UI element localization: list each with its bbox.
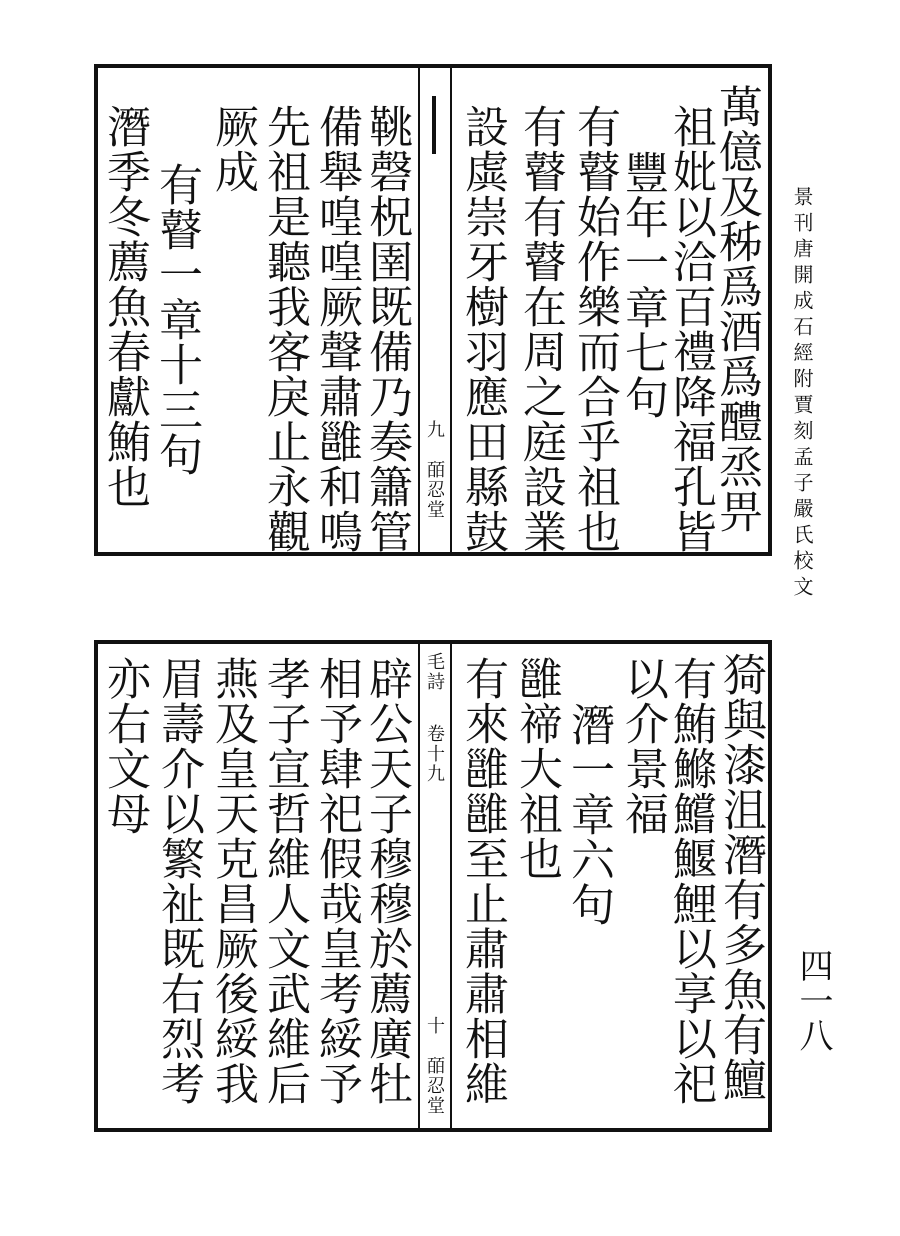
text-column: 眉壽介以繁祉既右烈考 [153,656,204,1106]
text-column: 以介景福 [617,656,668,836]
text-column: 猗與漆沮潛有多魚有鱣 [715,652,766,1102]
text-column: 備舉喤喤厥聲肅雝和鳴 [311,104,362,554]
text-column: 有瞽始作樂而合乎祖也 [569,104,620,554]
text-column: 豐年一章七句 [617,150,668,420]
top-gutter-label: 九 皕忍堂 [424,420,445,520]
book-title: 景刊唐開成石經附賈刻孟子嚴氏校文 [790,186,814,602]
page-number: 四一八 [793,948,833,1053]
text-column: 萬億及秭爲酒爲醴烝畀 [711,84,762,534]
text-column: 潛一章六句 [563,702,614,927]
text-column: 燕及皇天克昌厥後綏我 [207,656,258,1106]
text-column: 有瞽有瞽在周之庭設業 [515,104,566,554]
top-text-block [94,64,772,556]
text-column: 孝子宣哲維人文武維后 [259,656,310,1106]
bottom-gutter [418,644,452,1128]
text-column: 先祖是聽我客戾止永觀 [259,104,310,554]
text-column: 有瞽一章十三句 [151,162,202,477]
bottom-gutter-volume: 卷十九 [424,724,445,784]
top-gutter [418,68,452,552]
text-column: 祖妣以洽百禮降福孔皆 [665,104,716,554]
text-column: 厥成 [207,104,258,194]
text-column: 亦右文母 [99,656,150,836]
gutter-fish-tail-mark [432,96,436,154]
text-column: 設虡崇牙樹羽應田縣鼓 [457,104,508,554]
text-column: 雝禘大祖也 [511,656,562,881]
text-column: 相予肆祀假哉皇考綏予 [311,656,362,1106]
bottom-gutter-label: 十 皕忍堂 [424,1016,445,1116]
text-column: 有鮪鰷鱨鰋鯉以享以祀 [665,656,716,1106]
text-column: 有來雝雝至止肅肅相維 [457,656,508,1106]
bottom-gutter-title: 毛詩 [424,652,445,692]
text-column: 潛季冬薦魚春獻鮪也 [99,104,150,509]
text-column: 辟公天子穆穆於薦廣牡 [361,656,412,1106]
text-column: 鞉磬柷圉既備乃奏簫管 [361,104,412,554]
bottom-text-block [94,640,772,1132]
